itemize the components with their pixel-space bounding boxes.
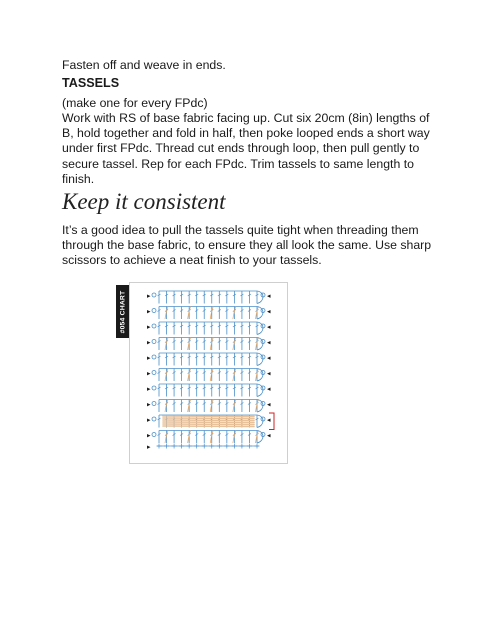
chain-stitch (152, 293, 156, 297)
tassel-strand (163, 422, 254, 423)
tassels-subheading: (make one for every FPdc) (62, 96, 208, 110)
chart-label-text: #054 CHART (119, 290, 126, 333)
chart-label-tab (116, 285, 129, 338)
row-start-arrow-icon: ▸ (147, 400, 151, 409)
tassel-strand (163, 418, 254, 419)
row-end-arrow-icon: ◂ (267, 431, 271, 440)
row-end-arrow-icon: ◂ (267, 416, 271, 424)
tassels-instructions: Work with RS of base fabric facing up. Cut six 20cm (8in) lengths of B, hold together and fold in half, then poke looped ends a short way under first FPdc. Thread cut ends through loop, then pull gently to secure tassel. Rep for each FPdc. Trim tassels to same length to finish. (62, 111, 430, 186)
tassel-strand (163, 416, 254, 417)
row-end-arrow-icon: ◂ (267, 307, 271, 316)
row-start-arrow-icon: ▸ (147, 385, 151, 393)
row-end-arrow-icon: ◂ (267, 323, 271, 331)
chain-stitch (152, 340, 156, 344)
row-start-arrow-icon: ▸ (147, 416, 151, 424)
tassel-strand (163, 426, 254, 427)
row-start-arrow-icon: ▸ (147, 443, 151, 451)
tassels-heading: TASSELS (62, 76, 120, 90)
paragraph-fasten-off: Fasten off and weave in ends. (62, 58, 226, 72)
chain-stitch (152, 324, 156, 328)
row-start-arrow-icon: ▸ (147, 354, 151, 362)
chain-stitch (152, 386, 156, 390)
tassel-strand (163, 420, 254, 421)
crochet-chart (129, 282, 286, 462)
chain-stitch (152, 417, 156, 421)
section-title: Keep it consistent (62, 189, 226, 214)
tassel-strand (163, 424, 254, 425)
row-end-arrow-icon: ◂ (267, 400, 271, 409)
row-start-arrow-icon: ▸ (147, 307, 151, 316)
chain-stitch (152, 355, 156, 359)
row-end-arrow-icon: ◂ (267, 338, 271, 347)
row-end-arrow-icon: ◂ (267, 385, 271, 393)
row-start-arrow-icon: ▸ (147, 369, 151, 378)
row-start-arrow-icon: ▸ (147, 431, 151, 440)
chain-stitch (152, 309, 156, 313)
row-end-arrow-icon: ◂ (267, 292, 271, 300)
row-end-arrow-icon: ◂ (267, 369, 271, 378)
section-body: It’s a good idea to pull the tassels quite tight when threading them through the base fabric, to ensure they all look the same. Use sharp scissors to achieve a neat finish to your tassels. (62, 223, 432, 268)
row-start-arrow-icon: ▸ (147, 338, 151, 347)
row-end-arrow-icon: ◂ (267, 354, 271, 362)
chain-stitch (152, 402, 156, 406)
row-start-arrow-icon: ▸ (147, 292, 151, 300)
chain-stitch (152, 433, 156, 437)
chain-stitch (152, 371, 156, 375)
row-start-arrow-icon: ▸ (147, 323, 151, 331)
